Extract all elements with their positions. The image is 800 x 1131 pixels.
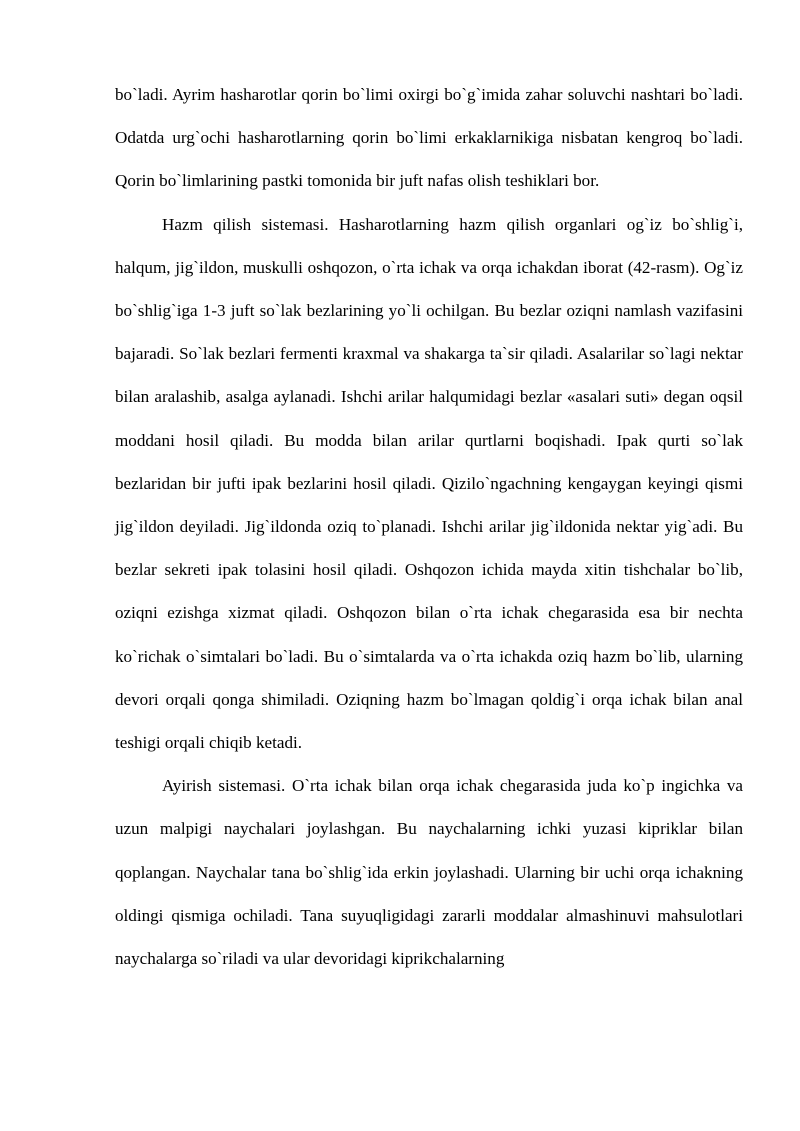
body-text — [115, 73, 743, 980]
paragraph-abdomen-continued: bo`ladi. Ayrim hasharotlar qorin bo`limi oxirgi bo`g`imida zahar soluvchi nashtari bo`ladi. Odatda urg`ochi hasharotlarning qorin bo`limi erkaklarnikiga nisbatan kengroq bo`ladi. Qorin bo`limlarining pastki tomonida bir juft nafas olish teshiklari bor. — [115, 85, 743, 191]
paragraph-digestive-system: Hazm qilish sistemasi. Hasharotlarning hazm qilish organlari og`iz bo`shlig`i, halqum, jig`ildon, muskulli oshqozon, o`rta ichak va orqa ichakdan iborat (42-rasm). Og`iz bo`shlig`iga 1-3 juft so`lak bezlarining yo`li ochilgan. Bu bezlar oziqni namlash vazifasini bajaradi. So`lak bezlari fermenti kraxmal va shakarga ta`sir qiladi. Asalarilar so`lagi nektar bilan aralashib, asalga aylanadi. Ishchi arilar halqumidagi bezlar «asalari suti» degan oqsil moddani hosil qiladi. Bu modda bilan arilar qurtlarni boqishadi. Ipak qurti so`lak bezlaridan bir jufti ipak bezlarini hosil qiladi. Qizilo`ngachning kengaygan keyingi qismi jig`ildon deyiladi. Jig`ildonda oziq to`planadi. Ishchi arilar jig`ildonida nektar yig`adi. Bu bezlar sekreti ipak tolasini hosil qiladi. Oshqozon ichida mayda xitin tishchalar bo`lib, oziqni ezishga xizmat qiladi. Oshqozon bilan o`rta ichak chegarasida esa bir nechta ko`richak o`simtalari bo`ladi. Bu o`simtalarda va o`rta ichakda oziq hazm bo`lib, ularning devori orqali qonga shimiladi. Oziqning hazm bo`lmagan qoldig`i orqa ichak bilan anal teshigi orqali chiqib ketadi. — [115, 214, 743, 753]
paragraph-excretory-system: Ayirish sistemasi. O`rta ichak bilan orqa ichak chegarasida juda ko`p ingichka va uzun malpigi naychalari joylashgan. Bu naychalarning ichki yuzasi kipriklar bilan qoplangan. Naychalar tana bo`shlig`ida erkin joylashadi. Ularning bir uchi orqa ichakning oldingi qismiga ochiladi. Tana suyuqligidagi zararli moddalar almashinuvi mahsulotlari naychalarga so`riladi va ular devoridagi kiprikchalarning — [115, 776, 743, 969]
